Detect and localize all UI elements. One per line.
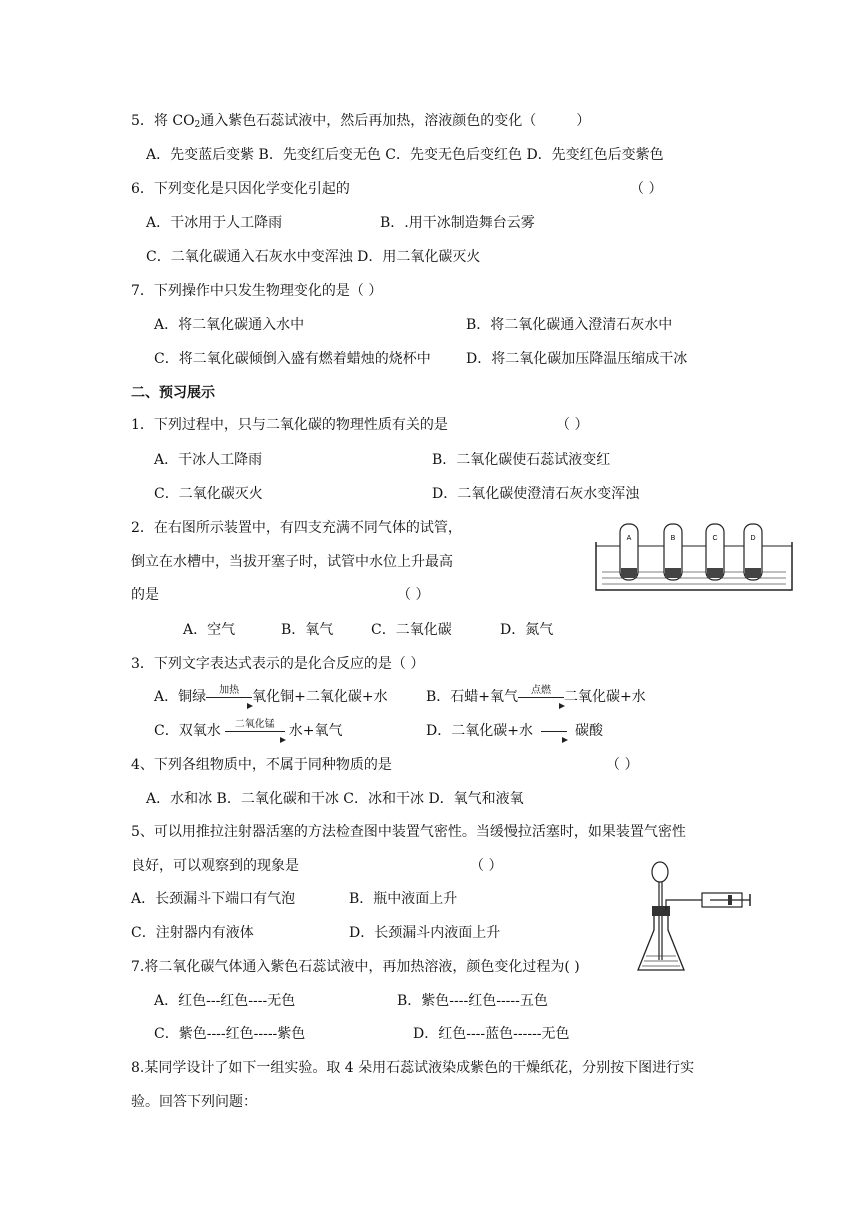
q6a-option-b: B．.用干冰制造舞台云雾 — [380, 215, 535, 231]
p3-option-b: B．石蜡+氧气 点燃 二氧化碳+水 — [426, 687, 646, 707]
p2-option-a: A．空气 — [183, 622, 236, 638]
p7-stem: 7.将二氧化碳气体通入紫色石蕊试液中，再加热溶液，颜色变化过程为( ) — [131, 959, 580, 975]
p2-paren: （ ） — [397, 587, 430, 603]
p3-option-c: C．双氧水 二氧化锰 水+氧气 — [154, 721, 342, 741]
tube-label-a: A — [626, 535, 632, 542]
p7-option-c: C．紫色----红色-----紫色 — [154, 1026, 306, 1042]
p7-option-a: A．红色---红色----无色 — [154, 993, 296, 1009]
tube-label-d: D — [750, 535, 756, 542]
q7a-option-d: D．将二氧化碳加压降温压缩成干冰 — [466, 351, 688, 367]
p2-line1: 2．在右图所示装置中，有四支充满不同气体的试管， — [131, 520, 462, 536]
p5-option-a: A．长颈漏斗下端口有气泡 — [131, 891, 296, 907]
p1-paren: （ ） — [556, 417, 589, 433]
q6a-option-a: A．干冰用于人工降雨 — [146, 215, 283, 231]
tube-b — [664, 524, 682, 580]
p2-option-c: C．二氧化碳 — [371, 622, 452, 638]
p5-option-c: C．注射器内有液体 — [131, 925, 254, 941]
test-tube-trough-figure — [594, 520, 794, 592]
p8-line2: 验。回答下列问题： — [131, 1094, 257, 1110]
tube-c — [706, 524, 724, 580]
p3-option-d: D．二氧化碳+水 碳酸 — [426, 723, 603, 739]
p5-option-d: D．长颈漏斗内液面上升 — [349, 925, 501, 941]
tube-label-b: B — [670, 535, 676, 542]
p5-line1: 5、可以用推拉注射器活塞的方法检查图中装置气密性。当缓慢拉活塞时，如果装置气密性 — [131, 824, 686, 840]
ignite-condition: 点燃 — [531, 685, 552, 696]
q7a-option-b: B．将二氧化碳通入澄清石灰水中 — [466, 317, 673, 333]
p2-option-d: D．氮气 — [500, 622, 554, 638]
tube-label-c: C — [712, 535, 718, 542]
p1-option-b: B．二氧化碳使石蕊试液变红 — [432, 452, 611, 468]
q6a-stem: 6．下列变化是只因化学变化引起的 — [131, 181, 350, 197]
q6a-paren: （ ） — [630, 181, 663, 197]
p5-paren: （ ） — [470, 858, 503, 874]
q7a-option-a: A．将二氧化碳通入水中 — [154, 317, 305, 333]
flask-syringe-figure — [632, 860, 762, 980]
p2-line3: 的是 — [131, 587, 159, 603]
q5a-stem: 5．将 $CO_2$通入紫色石蕊试液中，然后再加热，溶液颜色的变化（ ） — [131, 113, 591, 130]
tube-a — [620, 524, 638, 580]
p5-option-b: B．瓶中液面上升 — [349, 891, 458, 907]
q7a-stem: 7．下列操作中只发生物理变化的是（ ） — [131, 283, 383, 299]
p4-stem: 4、下列各组物质中，不属于同种物质的是 — [131, 757, 392, 773]
p1-option-c: C．二氧化碳灭火 — [154, 486, 263, 502]
p2-option-b: B．氧气 — [281, 622, 334, 638]
p4-paren: （ ） — [606, 757, 639, 773]
section-title: 二、预习展示 — [131, 385, 215, 401]
p3-option-a: A．铜绿 加热 氧化铜+二氧化碳+水 — [154, 687, 388, 707]
catalyst-condition: 二氧化锰 — [234, 719, 275, 730]
p2-line2: 倒立在水槽中，当拔开塞子时，试管中水位上升最高 — [131, 554, 453, 570]
q6a-option-cd: C．二氧化碳通入石灰水中变浑浊 D．用二氧化碳灭火 — [146, 249, 481, 265]
heat-condition: 加热 — [219, 685, 240, 696]
p1-stem: 1．下列过程中，只与二氧化碳的物理性质有关的是 — [131, 417, 448, 433]
p5-line2: 良好，可以观察到的现象是 — [131, 858, 299, 874]
q7a-option-c: C．将二氧化碳倾倒入盛有燃着蜡烛的烧杯中 — [154, 351, 431, 367]
p8-line1: 8.某同学设计了如下一组实验。取 4 朵用石蕊试液染成紫色的干燥纸花，分别按下图进行实 — [131, 1060, 695, 1076]
p4-options: A．水和冰 B．二氧化碳和干冰 C．冰和干冰 D．氧气和液氧 — [146, 791, 524, 807]
p3-stem: 3．下列文字表达式表示的是化合反应的是（ ） — [131, 656, 425, 672]
p7-option-b: B．紫色----红色-----五色 — [397, 993, 548, 1009]
tube-d — [744, 524, 762, 580]
p1-option-a: A．干冰人工降雨 — [154, 452, 263, 468]
p7-option-d: D．红色----蓝色------无色 — [413, 1026, 570, 1042]
q5a-options: A．先变蓝后变紫 B．先变红后变无色 C．先变无色后变红色 D．先变红色后变紫色 — [146, 147, 664, 163]
p1-option-d: D．二氧化碳使澄清石灰水变浑浊 — [432, 486, 640, 502]
